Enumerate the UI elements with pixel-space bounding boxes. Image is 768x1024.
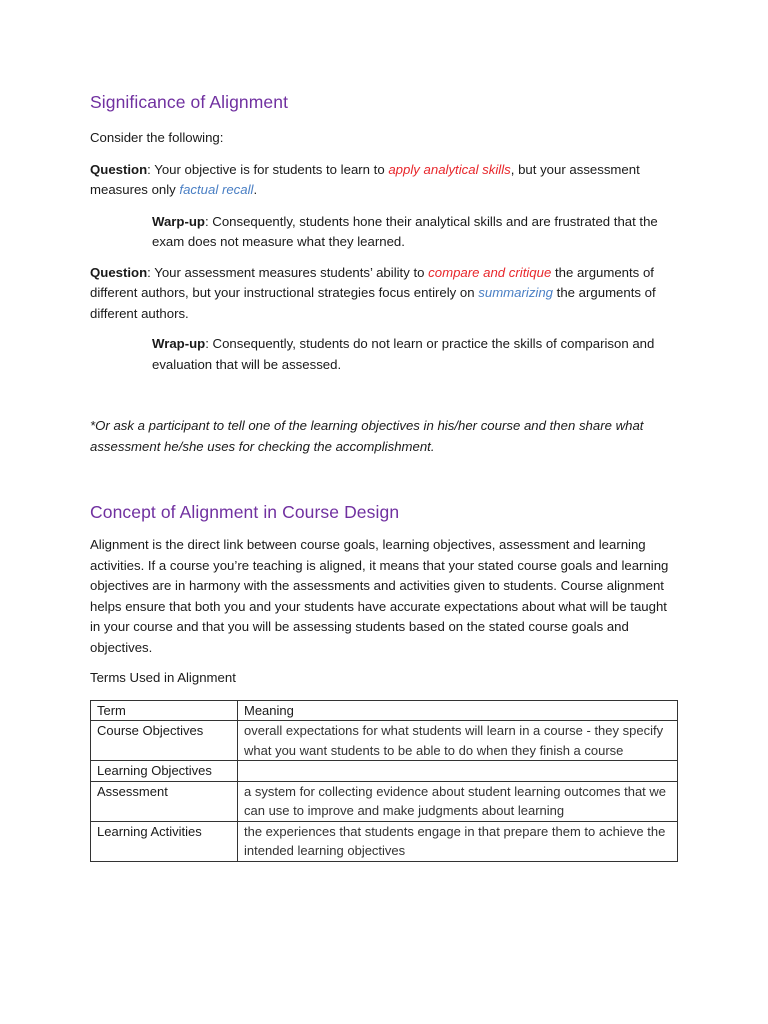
- section-title-concept: Concept of Alignment in Course Design: [90, 502, 400, 522]
- warpup-1-text: : Consequently, students hone their analytical skills and are frustrated that the exam does not measure what they learned.: [152, 213, 658, 249]
- question-1-label: Question: [90, 161, 148, 177]
- terms-caption: Terms Used in Alignment: [90, 670, 236, 685]
- table-header-term: Term: [91, 700, 238, 721]
- table-cell-term: Assessment: [91, 781, 238, 821]
- question-2-text-a: : Your assessment measures students’ ability to: [147, 264, 429, 280]
- question-1-text-c: .: [253, 182, 258, 197]
- question-2: [90, 263, 680, 325]
- intro-text: Consider the following:: [90, 130, 224, 145]
- question-2-text-c: the arguments of different authors.: [90, 285, 656, 321]
- table-cell-term: Learning Activities: [91, 821, 238, 861]
- wrapup-2: [152, 334, 680, 375]
- table-row: [91, 721, 678, 761]
- question-2-label: Question: [90, 264, 148, 280]
- table-row: [91, 821, 678, 861]
- concept-paragraph: Alignment is the direct link between course goals, learning objectives, assessment and learning activities. If a course you’re teaching is aligned, it means that your stated course goals and learning objectives are in harmony with the assessments and activities given to students. Course alignment helps ensure that both you and your students have accurate expectations about what will be taught in your course and that you will be assessing students based on the stated course goals and objectives.: [90, 537, 669, 655]
- table-cell-meaning: [238, 761, 678, 782]
- question-1-text-b: , but your assessment measures only: [90, 161, 640, 197]
- terms-table: [90, 700, 678, 862]
- table-cell-meaning: a system for collecting evidence about student learning outcomes that we can use to improve and make judgments about learning: [238, 781, 678, 821]
- warpup-1-label: Warp-up: [152, 213, 205, 229]
- table-header-meaning: Meaning: [238, 700, 678, 721]
- table-cell-term: Course Objectives: [91, 721, 238, 761]
- warpup-1: [152, 212, 680, 253]
- question-1: [90, 160, 680, 201]
- table-header-row: [91, 700, 678, 721]
- question-2-text-b: the arguments of different authors, but your instructional strategies focus entirely on: [90, 264, 654, 300]
- question-1-highlight-blue: factual recall: [179, 182, 254, 197]
- question-1-text-a: : Your objective is for students to learn to: [147, 161, 389, 177]
- wrapup-2-text: : Consequently, students do not learn or practice the skills of comparison and evaluation that will be assessed.: [152, 336, 655, 372]
- table-cell-term: Learning Objectives: [91, 761, 238, 782]
- document-page: [90, 92, 680, 862]
- table-cell-meaning: the experiences that students engage in that prepare them to achieve the intended learning objectives: [238, 821, 678, 861]
- facilitator-note: *Or ask a participant to tell one of the learning objectives in his/her course and then share what assessment he/she uses for checking the accomplishment.: [90, 418, 644, 454]
- section-title-significance: Significance of Alignment: [90, 92, 289, 112]
- question-1-highlight-red: apply analytical skills: [388, 161, 511, 177]
- table-cell-meaning: overall expectations for what students will learn in a course - they specify what you want students to be able to do when they finish a course: [238, 721, 678, 761]
- question-2-highlight-red: compare and critique: [428, 264, 552, 280]
- table-row: [91, 761, 678, 782]
- question-2-highlight-blue: summarizing: [478, 285, 554, 300]
- table-row: [91, 781, 678, 821]
- wrapup-2-label: Wrap-up: [152, 336, 206, 351]
